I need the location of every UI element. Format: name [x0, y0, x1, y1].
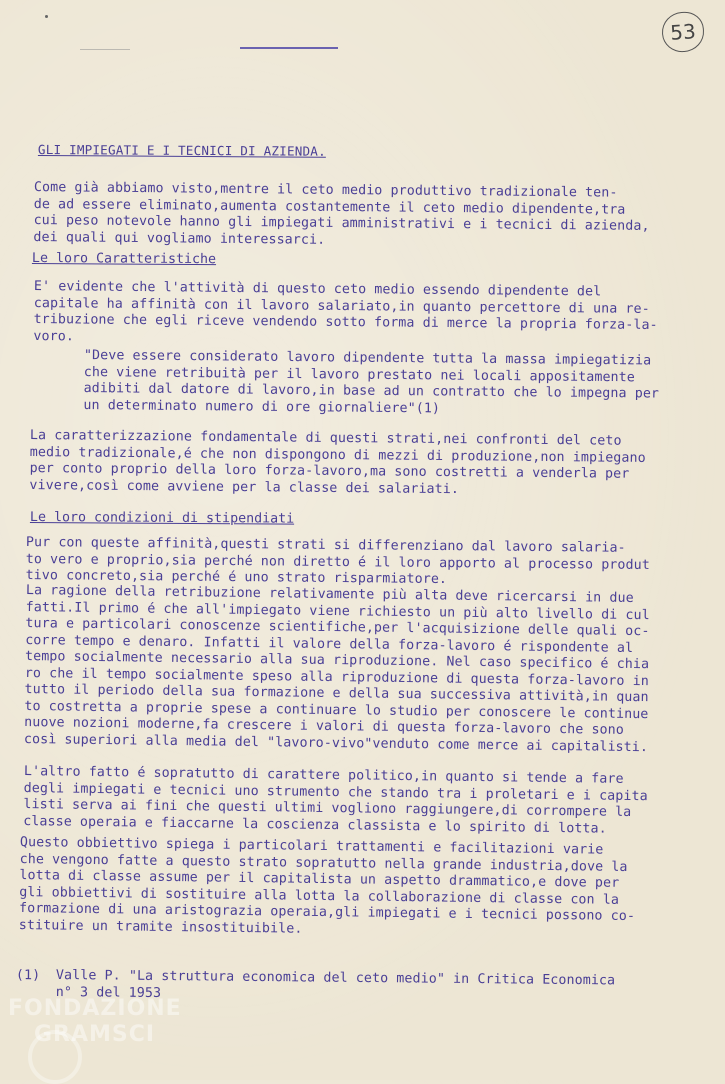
characteristics-paragraph-1: E' evidente che l'attività di questo ceto medio essendo dipendente del capitale ha affinità con il lavoro salariato,in quanto percettore di una re- tribuzione che egli riceve vendendo sotto forma di merce la propria forza-la- voro. [33, 279, 658, 344]
intro-paragraph: Come già abbiamo visto,mentre il ceto medio produttivo tradizionale ten- de ad essere eliminato,aumenta costantemente il ceto medio dipendente,tra cui peso notevole hanno gli impiegati amministrativi e i tecnici di azienda, dei quali qui vogliamo interessarci. [33, 180, 650, 248]
section-heading-characteristics: Le loro Caratteristiche [31, 251, 217, 268]
watermark-line-1: FONDAZIONE [8, 996, 182, 1021]
footnote-marker: (1) [15, 968, 41, 984]
document-title: GLI IMPIEGATI E I TECNICI DI AZIENDA. [37, 142, 326, 159]
conditions-paragraph-3: L'altro fatto é sopratutto di carattere politico,in quanto si tende a fare degli impiegati e tecnici uno strumento che stando tra i proletari e i capita listi serva ai fini che questi ultimi vogliono raggiungere,di corrompere la classe operaia e fiaccarne la coscienza classista e lo spirito di lotta. [23, 764, 648, 837]
watermark-line-2: GRAMSCI [34, 1022, 156, 1047]
section-heading-conditions: Le loro condizioni di stipendiati [29, 510, 295, 527]
page-number: 53 [661, 11, 706, 54]
characteristics-paragraph-2: La caratterizzazione fondamentale di questi strati,nei confronti del ceto medio tradizionale,é che non dispongono di mezzi di produzione,non impiegano per conto proprio della loro forza-lavoro,ma sono costretti a venderla per vivere,così come avviene per la classe dei salariati. [29, 428, 646, 497]
footnote-text: Valle P. "La struttura economica del ceto medio" in Critica Economica n° 3 del 1953 [55, 968, 616, 1001]
conditions-paragraph-1: Pur con queste affinità,questi strati si differenziano dal lavoro salaria- to vero e proprio,sia perché non diretto é il loro apporto al processo produt tivo concreto,sia perché é uno strato risparmiatore. [25, 535, 650, 588]
ink-smudge [80, 49, 130, 50]
conditions-paragraph-4: Questo obbiettivo spiega i particolari trattamenti e facilitazioni varie che vengono fatte a questo strato sopratutto nella grande industria,dove la lotta di classe assume per il capitalista un aspetto drammatico,e dove per gli obbiettivi di sostituire alla lotta la collaborazione di classe con la formazione di una aristograzia operaia,gli impiegati e i tecnici possono co- stituire un tramite insostituibile. [18, 835, 636, 937]
header-rule [240, 47, 338, 49]
archive-watermark [8, 996, 182, 1048]
quote-paragraph: "Deve essere considerato lavoro dipendente tutta la massa impiegatizia che viene retribuità per il lavoro prestato nei locali appositamente adibiti dal datore di lavoro,in base ad un contratto che lo impegna per un determinato numero di ore giornaliere"(1) [83, 348, 660, 416]
ink-dot [45, 15, 48, 18]
conditions-paragraph-2: La ragione della retribuzione relativamente più alta deve ricercarsi in due fatti.Il primo é che all'impiegato viene richiesto un più alto livello di cul tura e particolari conoscenze scientifiche,per l'acquisizione delle quali oc- corre tempo e denaro. Infatti il valore della forza-lavoro é rispondente al tempo socialmente necessario alla sua riproduzione. Nel caso specifico é chia ro che il tempo socialmente speso alla riproduzione di questa forza-lavoro in tutto il periodo della sua formazione e della sua successiva attività,in quan to costretta a proprie spese a continuare lo studio per conoscere le continue nuove nozioni moderne,fa crescere i valori di questa forza-lavoro che sono così superiori alla media del "lavoro-vivo"venduto come merce ai capitalisti. [23, 583, 650, 755]
